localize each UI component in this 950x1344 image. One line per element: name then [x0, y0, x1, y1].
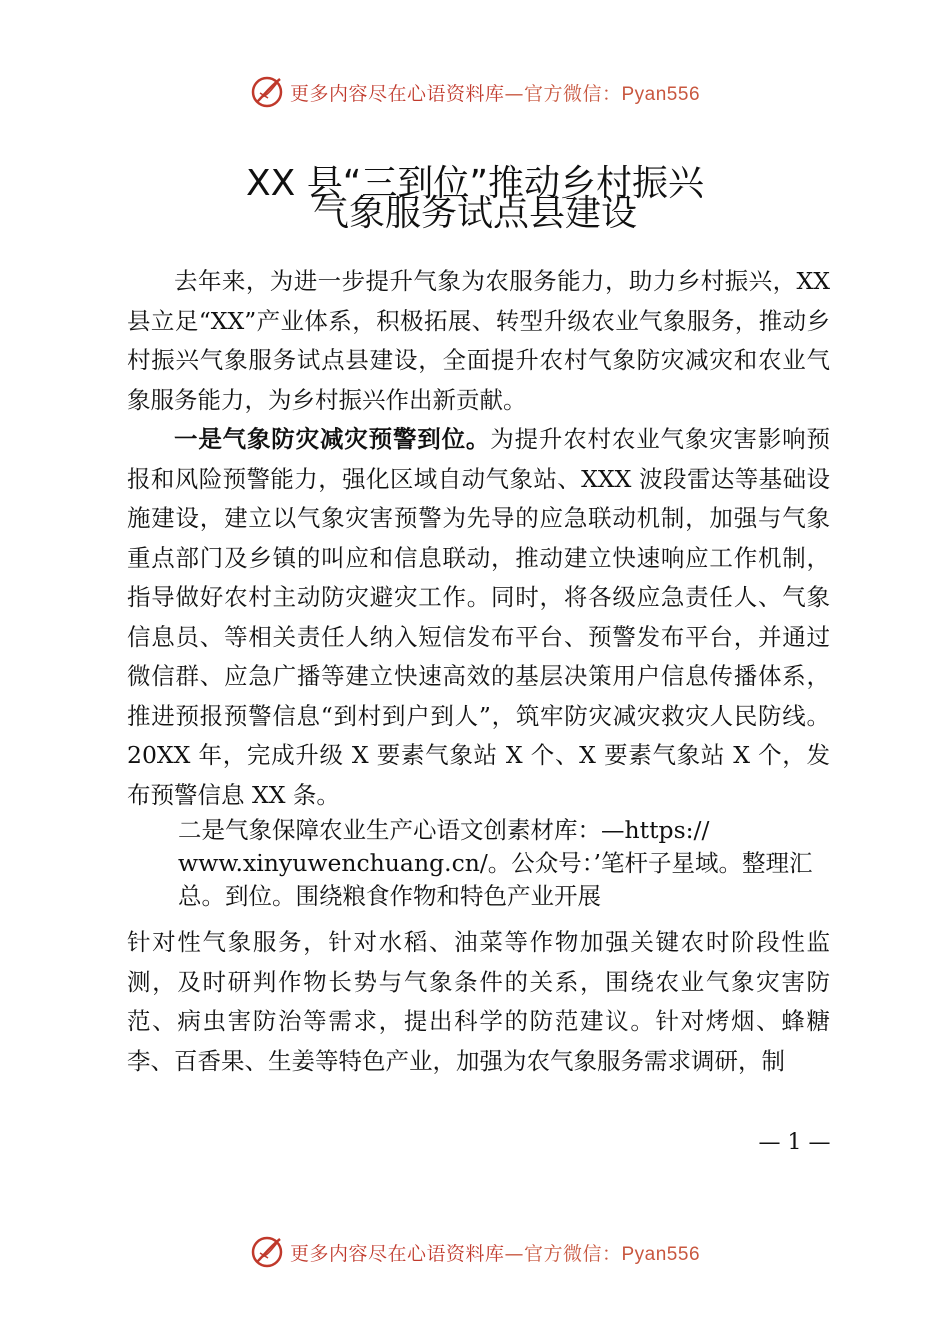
watermark-mid: —官方微信： [504, 1242, 622, 1265]
paragraph-targeted-service: 针对性气象服务，针对水稻、油菜等作物加强关键农时阶段性监测，及时研判作物长势与气象条件的关系，围绕农业气象灾害防范、病虫害防治等需求，提出科学的防范建议。针对烤烟、蜂糖李、百香果、生姜等特色产业，加强为农气象服务需求调研，制 [127, 928, 830, 1075]
paragraph-agri-support: 二是气象保障农业生产心语文创素材库：—https:// www.xinyuwenchuang.cn/。公众号：’笔杆子星域。整理汇总。到位。围绕粮食作物和特色产业开展 [178, 816, 813, 910]
watermark-main: 更多内容尽在心语资料库 [289, 82, 505, 105]
title-line-2: 气象服务试点县建设 [312, 193, 637, 234]
watermark-mid: —官方微信： [504, 82, 622, 105]
feather-circle-icon [250, 75, 284, 109]
paragraph-disaster-warning [127, 420, 830, 815]
watermark-banner-top [0, 72, 950, 112]
watermark-text [290, 1239, 700, 1266]
paragraph-body: 为提升农村农业气象灾害影响预报和风险预警能力，强化区域自动气象站、XXX 波段雷达等基础设施建设，建立以气象灾害预警为先导的应急联动机制，加强与气象重点部门及乡镇的叫应和信息联动，推动建立快速响应工作机制，指导做好农村主动防灾避灾工作。同时，将各级应急责任人、气象信息员、等相关责任人纳入短信发布平台、预警发布平台，并通过微信群、应急广播等建立快速高效的基层决策用户信息传播体系，推进预报预警信息“到村到户到人”，筑牢防灾减灾救灾人民防线。20XX 年，完成升级 X 要素气象站 X 个、X 要素气象站 X 个，发布预警信息 XX 条。 [127, 425, 830, 809]
paragraph-lead: 一是气象防灾减灾预警到位。 [174, 425, 491, 453]
watermark-id: Pyan556 [621, 83, 701, 105]
watermark-text [290, 79, 700, 106]
watermark-banner-bottom [0, 1232, 950, 1272]
page-number: — 1 — [758, 1130, 831, 1155]
watermark-id: Pyan556 [621, 1243, 701, 1265]
watermark-main: 更多内容尽在心语资料库 [289, 1242, 505, 1265]
paragraph-intro: 去年来，为进一步提升气象为农服务能力，助力乡村振兴，XX 县立足“XX”产业体系，积极拓展、转型升级农业气象服务，推动乡村振兴气象服务试点县建设，全面提升农村气象防灾减灾和农业气象服务能力，为乡村振兴作出新贡献。 [127, 267, 830, 414]
feather-circle-icon [250, 1235, 284, 1269]
title-line-1: XX 县“三到位”推动乡村振兴 [245, 163, 705, 204]
